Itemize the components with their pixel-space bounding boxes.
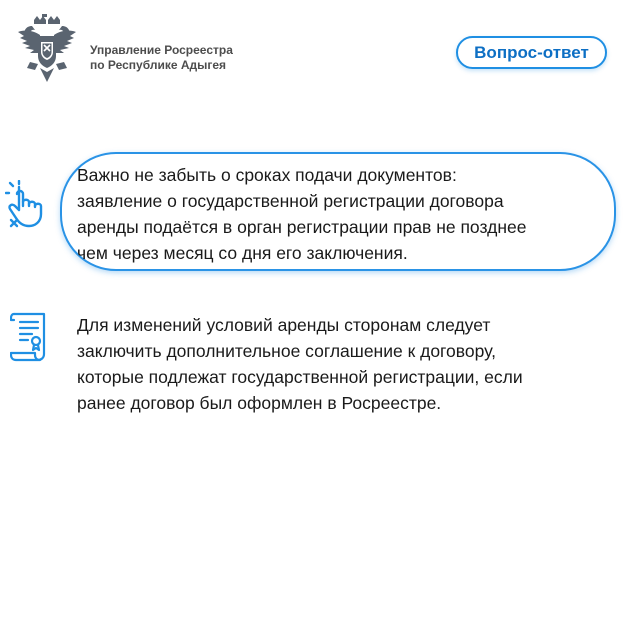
amendment-text-line: которые подлежат государственной регистрации, если <box>77 367 523 387</box>
amendment-text-line: Для изменений условий аренды сторонам следует <box>77 315 491 335</box>
info-block-amendment <box>0 300 640 420</box>
deadline-text <box>77 162 617 266</box>
amendment-text <box>77 312 617 416</box>
header <box>0 0 640 100</box>
hand-tap-icon <box>5 180 47 228</box>
deadline-text-line: чем через месяц со дня его заключения. <box>77 243 408 263</box>
document-certificate-icon <box>10 310 50 362</box>
amendment-text-line: заключить дополнительное соглашение к договору, <box>77 341 497 361</box>
organization-name-line1: Управление Росреестра <box>90 43 233 57</box>
deadline-text-line: аренды подаётся в орган регистрации прав не позднее <box>77 217 527 237</box>
deadline-text-line: Важно не забыть о сроках подачи документов: <box>77 165 457 185</box>
eagle-emblem-icon <box>12 14 82 86</box>
qa-badge: Вопрос-ответ <box>456 36 607 69</box>
info-block-deadline <box>0 140 640 280</box>
organization-name-line2: по Республике Адыгея <box>90 58 227 72</box>
deadline-text-line: заявление о государственной регистрации договора <box>77 191 504 211</box>
amendment-text-line: ранее договор был оформлен в Росреестре. <box>77 393 442 413</box>
organization-name <box>90 43 233 73</box>
